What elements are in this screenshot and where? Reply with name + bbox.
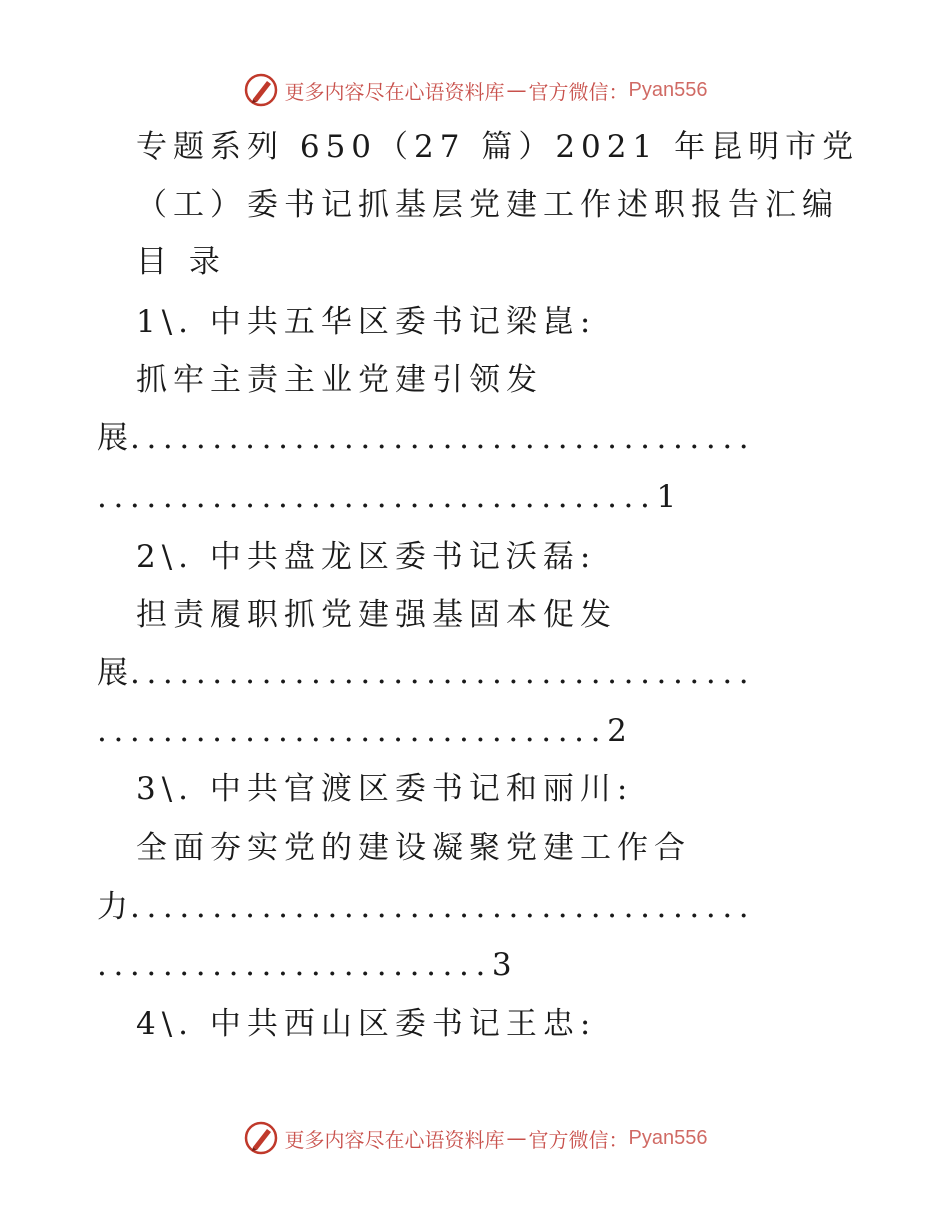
toc-entry-1-title-tail: 展 xyxy=(97,420,130,456)
pen-logo-icon xyxy=(243,1120,279,1156)
toc-entry-1-dots-1: ...................................... xyxy=(130,420,756,456)
toc-entry-1-leader-line-1 xyxy=(0,413,950,463)
pen-logo-icon xyxy=(243,72,279,108)
document-title-line-1: 专题系列 650（27 篇）2021 年昆明市党 xyxy=(136,129,860,165)
watermark-contact-label: 官方微信： xyxy=(528,1127,629,1152)
toc-entry-2-page-number[interactable]: 2 xyxy=(607,713,627,749)
watermark-contact-label: 官方微信： xyxy=(528,79,629,104)
watermark-text: 更多内容尽在心语资料库 xyxy=(284,79,505,104)
toc-entry-3-dots-2: ........................ xyxy=(97,947,492,983)
toc-entry-2-title-tail: 展 xyxy=(97,655,130,691)
watermark-contact-id: Pyan556 xyxy=(628,78,708,101)
toc-entry-3-title-tail: 力 xyxy=(97,889,130,925)
toc-heading: 目 录 xyxy=(136,244,226,280)
watermark-banner-bottom xyxy=(0,1118,950,1158)
toc-entry-1-heading[interactable]: 1\. 中共五华区委书记梁崑: xyxy=(136,304,597,340)
toc-entry-2-leader-line-2 xyxy=(0,706,950,756)
toc-entry-2-dots-2: ............................... xyxy=(97,713,608,749)
toc-entry-2-dots-1: ...................................... xyxy=(130,655,756,691)
watermark-banner-top xyxy=(0,70,950,110)
watermark-separator: — xyxy=(506,78,527,102)
toc-entry-2-heading[interactable]: 2\. 中共盘龙区委书记沃磊: xyxy=(136,539,597,575)
watermark-separator: — xyxy=(506,1126,527,1150)
toc-entry-2-title[interactable]: 担责履职抓党建强基固本促发 xyxy=(136,597,617,633)
document-title-line-2: （工）委书记抓基层党建工作述职报告汇编 xyxy=(136,187,839,223)
toc-entry-3-dots-1: ...................................... xyxy=(130,889,756,925)
toc-entry-2-leader-line-1 xyxy=(0,648,950,698)
toc-entry-3-leader-line-2 xyxy=(0,940,950,990)
toc-entry-1-page-number[interactable]: 1 xyxy=(656,479,677,515)
toc-entry-1-dots-2: .................................. xyxy=(97,479,657,515)
watermark-text: 更多内容尽在心语资料库 xyxy=(284,1127,505,1152)
toc-entry-1-title[interactable]: 抓牢主责主业党建引领发 xyxy=(136,362,543,398)
toc-entry-4-heading[interactable]: 4\. 中共西山区委书记王忠: xyxy=(136,1006,597,1042)
toc-entry-3-leader-line-1 xyxy=(0,882,950,932)
toc-entry-3-heading[interactable]: 3\. 中共官渡区委书记和丽川: xyxy=(136,771,634,807)
toc-entry-3-page-number[interactable]: 3 xyxy=(491,947,512,983)
watermark-contact-id: Pyan556 xyxy=(628,1126,708,1149)
toc-entry-1-leader-line-2 xyxy=(0,472,950,522)
toc-entry-3-title[interactable]: 全面夯实党的建设凝聚党建工作合 xyxy=(136,830,691,866)
